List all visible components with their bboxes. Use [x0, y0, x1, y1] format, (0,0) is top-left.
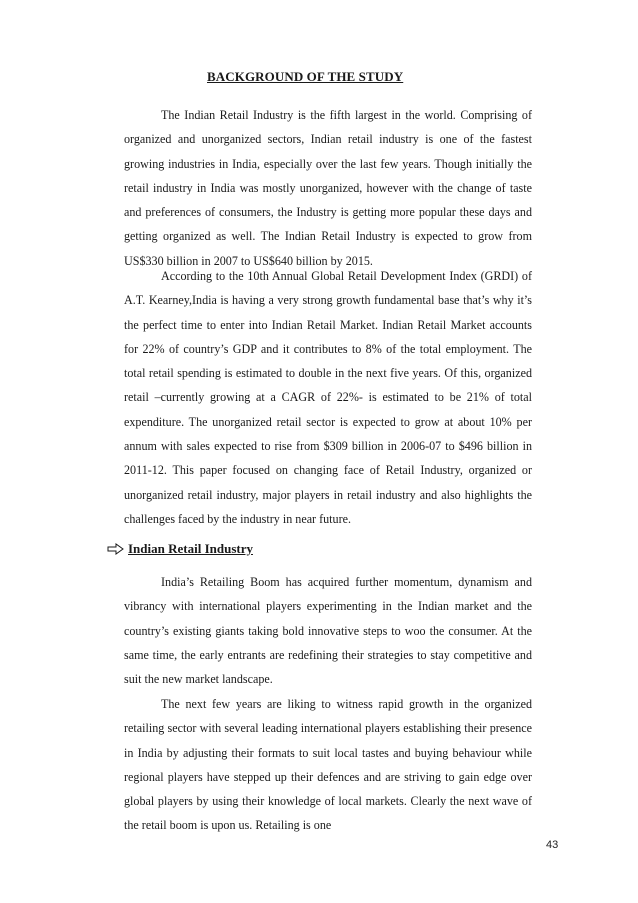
body-paragraph: The Indian Retail Industry is the fifth largest in the world. Comprising of organized and unorganized sectors, Indian retail industry is one of the fastest growing industries in India, especially over the last few years. Though initially the retail industry in India was mostly unorganized, however with the change of taste and preferences of consumers, the Industry is getting more popular these days and getting organized as well. The Indian Retail Industry is expected to grow from US$330 billion in 2007 to US$640 billion by 2015. — [124, 108, 532, 268]
section-heading-label: Indian Retail Industry — [128, 541, 253, 556]
section-heading — [107, 541, 253, 557]
body-paragraph: According to the 10th Annual Global Retail Development Index (GRDI) of A.T. Kearney,India is having a very strong growth fundamental base that’s why it’s the perfect time to enter into Indian Retail Market. Indian Retail Market accounts for 22% of country’s GDP and it contributes to 8% of the total employment. The total retail spending is estimated to double in the next five years. Of this, organized retail –currently growing at a CAGR of 22%- is estimated to be 21% of total expenditure. The unorganized retail sector is expected to grow at about 10% per annum with sales expected to rise from $309 billion in 2006-07 to $496 billion in 2011-12. This paper focused on changing face of Retail Industry, organized or unorganized retail industry, major players in retail industry and also highlights the challenges faced by the industry in near future. — [124, 269, 532, 526]
page-number: 43 — [546, 839, 559, 851]
section-paragraph: India’s Retailing Boom has acquired further momentum, dynamism and vibrancy with international players experimenting in the Indian market and the country’s existing giants taking bold innovative steps to woo the consumer. At the same time, the early entrants are redefining their strategies to stay competitive and suit the new market landscape. — [124, 575, 532, 687]
arrow-right-icon — [107, 543, 124, 555]
section-paragraph: The next few years are liking to witness rapid growth in the organized retailing sector with several leading international players establishing their presence in India by adjusting their formats to suit local tastes and buying behaviour while regional players have stepped up their defences and are striving to gain edge over global players by using their knowledge of local markets. Clearly the next wave of the retail boom is upon us. Retailing is one — [124, 697, 532, 833]
page-title: BACKGROUND OF THE STUDY — [207, 69, 404, 84]
